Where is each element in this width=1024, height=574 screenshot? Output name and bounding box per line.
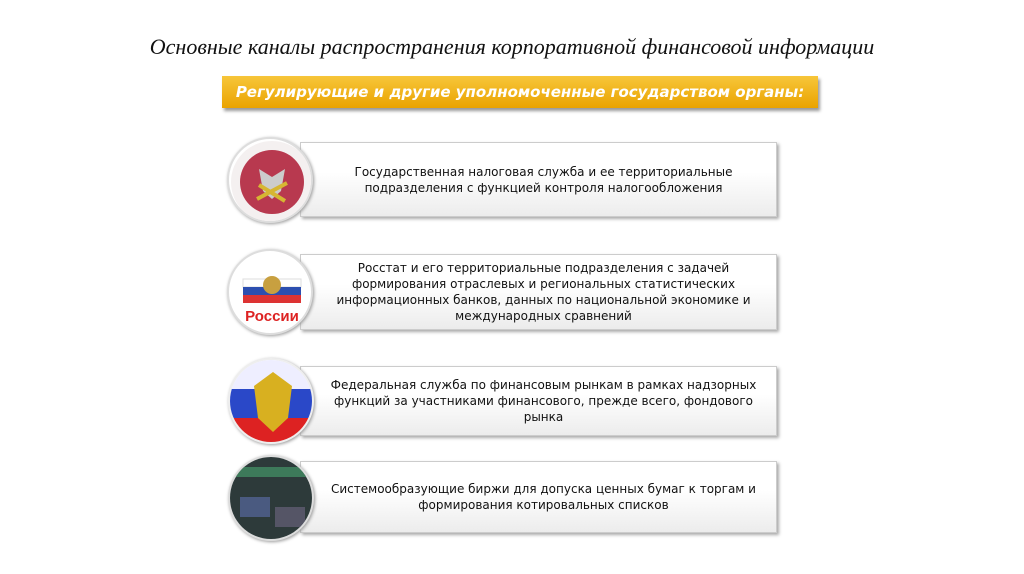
item-text: Системообразующие биржи для допуска ценных бумаг к торгам и формирования котировальных списков [331,482,756,512]
item-box-tax [300,142,777,217]
item-box-fsfr [300,366,777,436]
svg-text:России: России [245,308,299,325]
fsfr-emblem-icon [228,358,314,444]
item-text: Государственная налоговая служба и ее территориальные подразделения с функцией контроля налогообложения [354,164,733,195]
tax-service-emblem-icon [227,137,313,223]
item-text: Росстат и его территориальные подразделения с задачей формирования отраслевых и региональных статистических информационных банков, данных по национальной экономике и международных сравнений [336,261,751,323]
stock-exchange-photo-icon [228,455,314,541]
section-banner: Регулирующие и другие уполномоченные государством органы: [222,76,818,108]
item-box-exchange [300,461,777,533]
slide-title: Основные каналы распространения корпоративной финансовой информации [149,34,875,59]
item-text: Федеральная служба по финансовым рынкам в рамках надзорных функций за участниками финансового, прежде всего, фондового рынка [330,378,757,424]
item-box-rosstat [300,254,777,330]
rosstat-logo-icon [227,249,313,335]
